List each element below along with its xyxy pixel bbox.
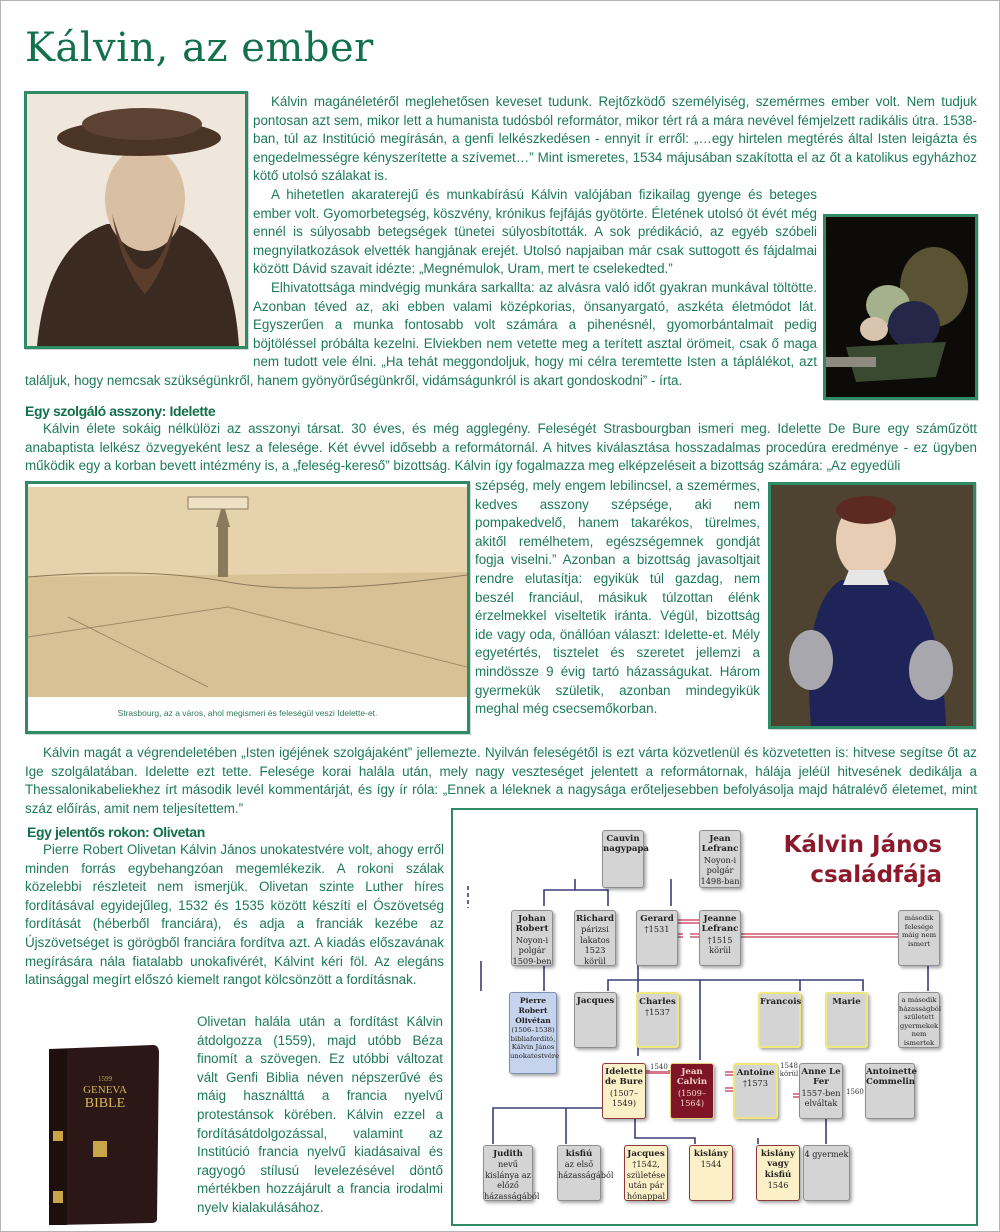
olivetan-paragraph-1 (25, 841, 444, 990)
olivetan-text-1: Pierre Robert Olivetan Kálvin János unokatestvére volt, ahogy erről minden forrás egybehangzóan megemlékezik. A rokoni szálak közelebbi részleteit nem ismerjük. Olivetan szinte Luther híres fordításával egyidejűleg, 1532 és 1535 között készíti el Ószövetség fordítását (héberből franciára), és adja a franciák kezébe az Újszövetséget is görögből franciára fordítva azt. A kiadás előszavának megírására nála fiatalabb unokafivérét, Kálvint kéri föl. Az elegáns latinsággal megírt előszó kiemelt rangot kölcsönzött a fordításnak. (25, 842, 444, 988)
node-jacques-calvin-note: †1542, születése után pár hónappal (626, 1159, 666, 1201)
node-idelette-name: Idelette de Bure (605, 1067, 643, 1088)
strasbourg-image (28, 487, 467, 697)
idelette-closing-text: Kálvin magát a végrendeletében „Isten igéjének szolgájaként” jellemezte. Nyilván feleségétől is ezt várta közvetlenül és közvetetten is: hitvese segítse őt az Ige szolgálatában. Idelette ezt tette. Felesége korai halála után, mely nagy veszteséget jelentett a reformátornak, hálája jeléül hitvesének dedikálja a Thessalonikabeliekhez írt második levél kommentárját, és így ír róla: „Ennek a léleknek a nagysága erőteljesebben befolyásolja majd hátralévő életemet, mint száz előírás, amit nem teljesítettem.” (25, 745, 977, 816)
node-jean-lefranc-note: Noyon-i polgár 1498-ban (700, 854, 740, 886)
node-charles (636, 992, 679, 1048)
node-richard-note: párizsi lakatos 1523 körül (580, 924, 610, 966)
node-richard (574, 910, 616, 966)
node-jean-lefranc (699, 830, 741, 888)
node-anne-le-fer-note: 1557-ben elváltak (801, 1087, 841, 1109)
page-title: Kálvin, az ember (25, 25, 374, 71)
marriage-year-calvin-idelette: 1540 (650, 1063, 668, 1071)
node-johan-robert-name: Johan Robert (515, 914, 549, 935)
node-anne-le-fer (799, 1063, 843, 1119)
node-anne-le-fer-name: Anne Le Fer (801, 1067, 841, 1088)
node-jean-calvin-name: Jean Calvin (676, 1067, 708, 1088)
node-gerard-note: †1531 (644, 924, 670, 935)
intro-paragraph (253, 93, 977, 186)
node-kislany-note: 1544 (700, 1159, 722, 1170)
node-marie (825, 992, 868, 1048)
intro-text: Kálvin magánéletéről meglehetősen keveset tudunk. Rejtőzködő személyiség, szemérmes ember volt. Nem tudjuk pontosan azt sem, mikor lett a humanista tudósból reformátor, mikor tért rá a mára nevével fémjelzett radikális útra. 1538-ban, túl az Institúció megírásán, a genfi lelkészkedésen - ennyit ír erről: „…egy hirtelen megtérés által Isten leigázta és engedelmességre kényszerítette a szívemet…” Mint ismeretes, 1534 májusában szakította el az őt a katolikus egyházhoz kötő utolsó szálakat is. (253, 94, 977, 184)
node-jean-calvin (670, 1063, 714, 1119)
family-tree-title-line1: Kálvin János (783, 832, 942, 858)
node-jeanne-lefranc (699, 910, 741, 966)
node-johan-robert (511, 910, 553, 966)
node-kislany-vagy-kisfiu-name: kislány vagy kisfiú (760, 1149, 796, 1180)
olivetan-paragraph-2 (197, 1013, 443, 1218)
node-gerard (636, 910, 678, 966)
idelette-column-text: szépség, mely engem lebilincsel, a szemérmes, kedves asszony szépsége, aki nem pompakedvelő, hanem takarékos, türelmes, akitől remélhetem, egészségemnek gondját fogja viselni.” Azonban a bizottság javasoltjait rendre elutasítja: egyikük túl gazdag, nem beszél franciául, másikuk túlzottan élénk érzelmekkel viseltetik iránta. Végül, bizottság ide vagy oda, önállóan választ: Idelette-et. Mély egyetértés, tisztelet és szeretet jellemzi a mindössze 9 évig tartó házasságukat. Három gyermekük születik, azonban mindegyikük meghal még csecsemőkorban. (475, 478, 760, 717)
node-jacques-calvin (624, 1145, 668, 1201)
node-cauvin (602, 830, 649, 888)
node-francois-name: Francois (760, 997, 802, 1007)
node-olivetan-note: (1506–1538) bibliafordító, Kálvin János unokatestvére (510, 1026, 560, 1060)
node-judith-note: nevű kislánya az előző házasságából (484, 1159, 540, 1201)
node-second-wife (898, 910, 940, 966)
node-jean-calvin-note: (1509–1564) (677, 1087, 707, 1109)
marriage-year-antoine-anne: 1548 körül (779, 1062, 799, 1078)
idelette-portrait-image (771, 485, 973, 726)
node-idelette-note: (1507–1549) (609, 1087, 639, 1109)
cauvin-richard-line (544, 879, 575, 906)
bible-year: 1599 (98, 1075, 112, 1083)
node-four-children-note: 4 gyermek (804, 1149, 849, 1159)
node-richard-name: Richard (576, 914, 614, 924)
work-text: Elhivatottsága mindvégig munkára sarkallta: az alvásra való időt gyakran munkával töltötte. Azonban téved az, aki ebben valami középkorias, önsanyargató, aszkéta életmódot lát. Egyszerűen a munka fontosabb volt számára a pihenésnél, gyomorbántalmait pedig böjtöléssel próbálta kezelni. Elviekben nem vetette meg a terített asztal örömeit, csak ő maga nem tudott vele élni. „Ha tehát meggondoljuk, hogy mi célra teremtette Isten a táplálékot, azt találjuk, hogy nemcsak szükségünkről, hanem gyönyörűségünkről, vidámságunkról is akart gondoskodni” - írta. (25, 279, 817, 388)
node-charles-name: Charles (639, 997, 676, 1007)
bible-line1: GENEVA (83, 1084, 127, 1096)
node-jeanne-lefranc-name: Jeanne Lefranc (701, 914, 739, 935)
node-charles-note: †1537 (645, 1007, 670, 1018)
node-kislany (689, 1145, 733, 1201)
node-idelette (602, 1063, 646, 1119)
portrait-wrap-spacer (25, 186, 253, 354)
idelette-intro-text: Kálvin élete sokáig nélkülözi az asszonyi társat. 30 éves, és még agglegény. Feleségét Strasbourgban ismeri meg. Idelette De Bure egy száműzött anabaptista lelkész özvegyeként lesz a felesége. Két évvel idősebb a reformátornál. A hitves kiválasztása hosszadalmas procedúra eredménye - ez ügyben működik egy a korban bevett intézmény is, a „feleség-kereső” bizottság. Kálvin így fogalmazza meg elképzeléseit a bizottság számára: „Az egyedüli (25, 421, 977, 474)
marriage-year-antoine-antoinette: 1560 (846, 1088, 864, 1096)
node-kislany-vagy-kisfiu-note: 1546 (767, 1180, 789, 1191)
node-antoinette-commelin-name: Antoinette Commelin (866, 1067, 918, 1088)
node-jacques-richard (574, 992, 617, 1048)
node-antoine-note: †1573 (743, 1078, 768, 1089)
idelette-heading: Egy szolgáló asszony: Idelette (25, 403, 216, 419)
node-olivetan-name: Pierre Robert Olivétan (515, 996, 551, 1025)
node-cauvin-name: Cauvin nagypapa (603, 834, 649, 855)
node-antoine-name: Antoine (736, 1068, 775, 1078)
node-second-wife-note: második felesége máig nem ismert (901, 914, 937, 948)
siblings-line (608, 980, 863, 991)
olivetan-text-2: Olivetan halála után a fordítást Kálvin átdolgozza (1559), majd utóbb Béza finomít a szövegen. Ez utóbbi változat vált Genfi Biblia néven népszerűvé és máig használttá a francia nyelvű protestánsok körében. Kálvin ezzel a fordításátdolgozással, valamint az Institúció francia nyelvű kiadásaival és ragyogó stílusú levelezésével döntő mértékben hozzájárult a francia irodalmi nyelv kialakulásához. (197, 1014, 443, 1215)
node-olivetan (509, 992, 560, 1074)
node-jacques-calvin-name: Jacques (627, 1149, 665, 1159)
cauvin-gerard-line (575, 890, 608, 906)
still-life-frame (823, 214, 978, 400)
node-antoine (733, 1063, 778, 1119)
node-kisfiu (557, 1145, 614, 1201)
node-antoinette-commelin (865, 1063, 918, 1119)
node-kisfiu-note: az első házasságából (558, 1159, 614, 1180)
still-life-image (826, 217, 975, 397)
node-francois (758, 992, 801, 1048)
geneva-bible-image (41, 1041, 161, 1226)
idelette-portrait-frame (768, 482, 976, 729)
strasbourg-caption: Strasbourg, az a város, ahol megismeri és feleségül veszi Idelette-et. (117, 708, 378, 718)
node-kislany-name: kislány (693, 1149, 729, 1159)
node-judith (483, 1145, 540, 1201)
node-four-children (803, 1145, 850, 1201)
node-marie-name: Marie (832, 997, 861, 1007)
node-kislany-vagy-kisfiu (756, 1145, 800, 1201)
node-jean-lefranc-name: Jean Lefranc (701, 834, 739, 855)
family-tree (451, 808, 978, 1226)
idelette-column (475, 477, 760, 719)
strasbourg-frame (25, 481, 470, 734)
olivetan-heading: Egy jelentős rokon: Olivetan (27, 824, 205, 840)
node-gerard-name: Gerard (640, 914, 674, 924)
bible-illustration (41, 1041, 161, 1226)
node-johan-robert-note: Noyon-i polgár 1509-ben (512, 934, 552, 966)
node-kisfiu-name: kisfiú (565, 1149, 593, 1159)
node-jacques-richard-name: Jacques (576, 996, 615, 1006)
health-text-body: A hihetetlen akaraterejű és munkabírású Kálvin valójában fizikailag gyenge és beteges ember volt. Gyomorbetegség, köszvény, krónikus fejfájás gyötörte. Életének utolsó öt évét még ennél is súlyosabb betegségek tünetei súlyosbították. A sok prédikáció, az egyéb szóbeli megnyilatkozások elvették hangjának erejét. Utolsó napjaiban már csak suttogott és fájdalmai között Dávid szavait idézte: „Megnémulok, Uram, mert te cselekedted.” (253, 187, 817, 277)
node-jeanne-lefranc-note: †1515 körül (707, 934, 733, 956)
node-second-children-note: a második házasságból született gyermekek nem ismertek (899, 996, 942, 1047)
idelette-intro (25, 420, 977, 476)
node-judith-name: Judith (493, 1149, 523, 1159)
node-second-children (898, 992, 940, 1048)
family-tree-title-line2: családfája (810, 862, 942, 888)
bible-line2: BIBLE (84, 1096, 126, 1111)
